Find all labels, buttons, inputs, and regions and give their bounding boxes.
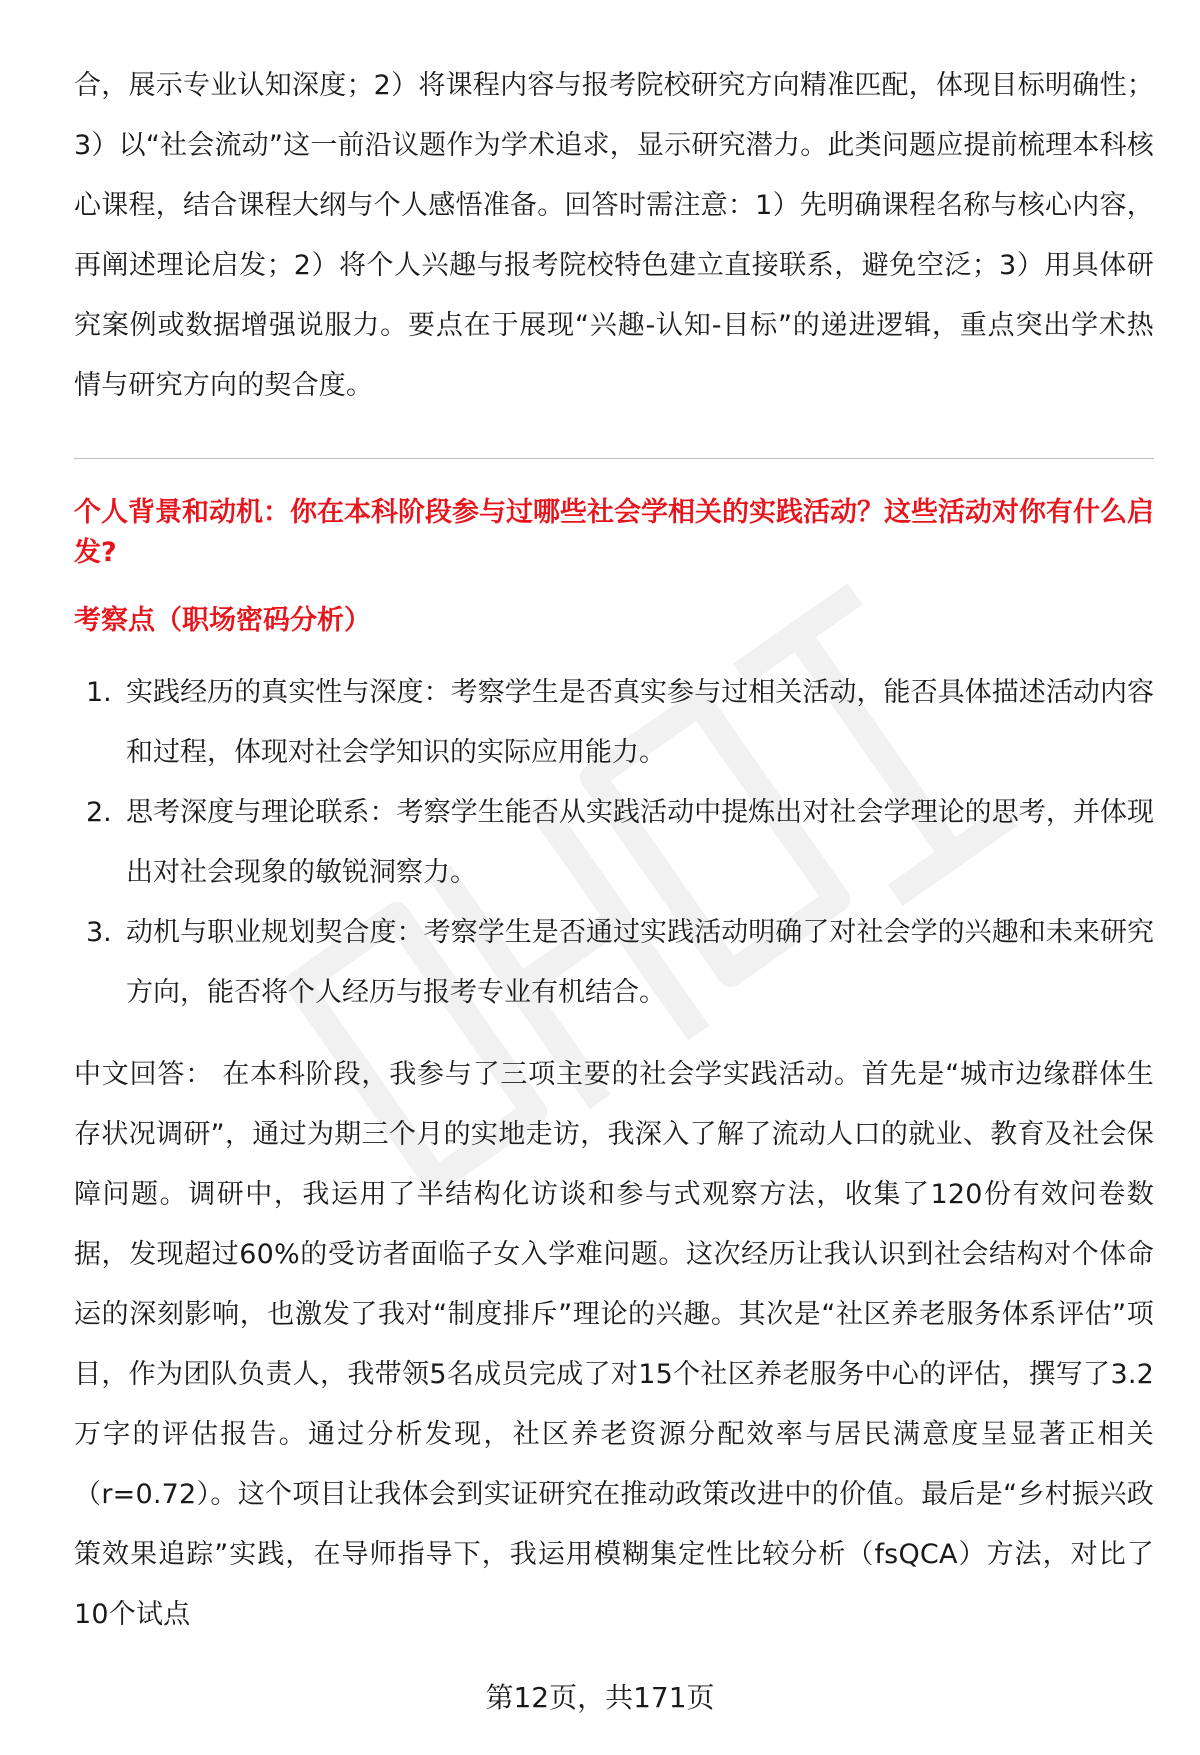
list-item <box>74 903 1154 1023</box>
list-item-text: 动机与职业规划契合度：考察学生是否通过实践活动明确了对社会学的兴趣和未来研究方向，能否将个人经历与报考专业有机结合。 <box>126 917 1154 1008</box>
list-item-text: 实践经历的真实性与深度：考察学生是否真实参与过相关活动，能否具体描述活动内容和过程，体现对社会学知识的实际应用能力。 <box>126 677 1154 768</box>
answer-paragraph: 中文回答： 在本科阶段，我参与了三项主要的社会学实践活动。首先是“城市边缘群体生存状况调研”，通过为期三个月的实地走访，我深入了解了流动人口的就业、教育及社会保障问题。调研中，我运用了半结构化访谈和参与式观察方法，收集了120份有效问卷数据，发现超过60%的受访者面临子女入学难问题。这次经历让我认识到社会结构对个体命运的深刻影响，也激发了我对“制度排斥”理论的兴趣。其次是“社区养老服务体系评估”项目，作为团队负责人，我带领5名成员完成了对15个社区养老服务中心的评估，撰写了3.2万字的评估报告。通过分析发现，社区养老资源分配效率与居民满意度呈显著正相关（r=0.72）。这个项目让我体会到实证研究在推动政策改进中的价值。最后是“乡村振兴政策效果追踪”实践，在导师指导下，我运用模糊集定性比较分析（fsQCA）方法，对比了10个试点 <box>74 1059 1154 1630</box>
question-heading: 个人背景和动机：你在本科阶段参与过哪些社会学相关的实践活动？这些活动对你有什么启发? <box>74 497 1154 568</box>
page-footer: 第12页，共171页 <box>485 1681 715 1714</box>
list-item <box>74 663 1154 783</box>
list-item-number: 1. <box>86 677 112 708</box>
list-item-number: 2. <box>86 797 112 828</box>
document-page <box>74 56 1154 1645</box>
assessment-points-heading: 考察点（职场密码分析） <box>74 605 371 636</box>
list-item <box>74 783 1154 903</box>
assessment-points-list <box>74 663 1154 1023</box>
intro-paragraph: 合，展示专业认知深度；2）将课程内容与报考院校研究方向精准匹配，体现目标明确性；3）以“社会流动”这一前沿议题作为学术追求，显示研究潜力。此类问题应提前梳理本科核心课程，结合课程大纲与个人感悟准备。回答时需注意：1）先明确课程名称与核心内容，再阐述理论启发；2）将个人兴趣与报考院校特色建立直接联系，避免空泛；3）用具体研究案例或数据增强说服力。要点在于展现“兴趣-认知-目标”的递进逻辑，重点突出学术热情与研究方向的契合度。 <box>74 70 1154 401</box>
list-item-number: 3. <box>86 917 112 948</box>
section-divider <box>74 458 1154 459</box>
list-item-text: 思考深度与理论联系：考察学生能否从实践活动中提炼出对社会学理论的思考，并体现出对社会现象的敏锐洞察力。 <box>126 797 1154 888</box>
